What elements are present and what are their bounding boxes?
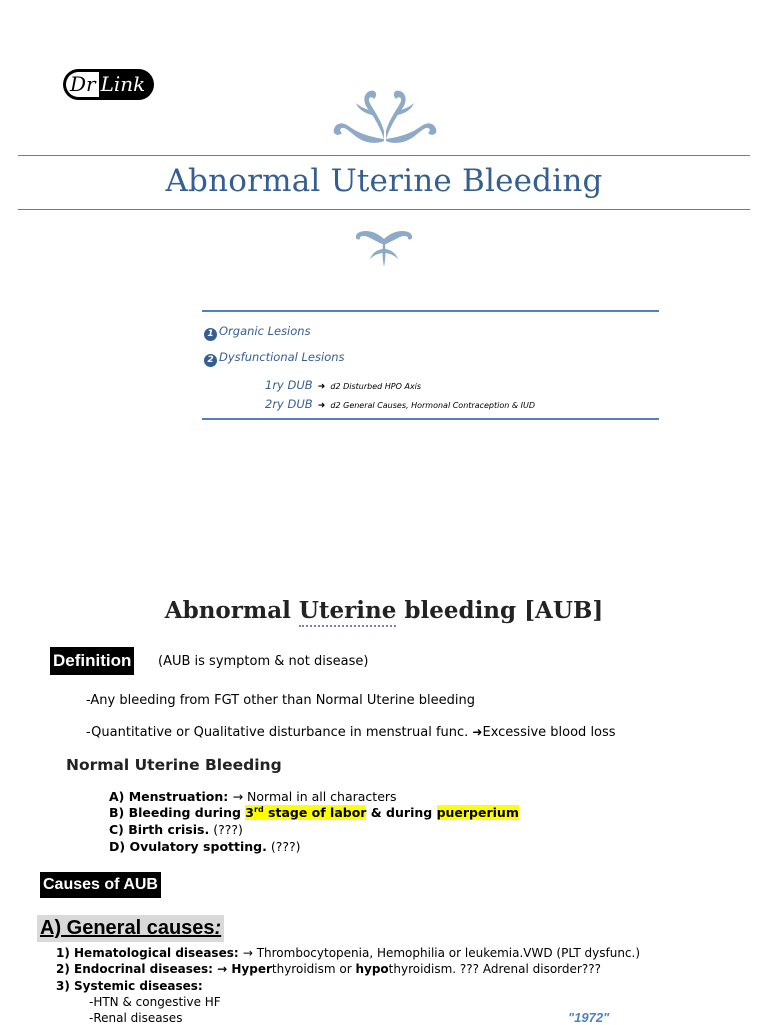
toc-item-organic-lesions[interactable] (204, 324, 311, 341)
floral-ornament-icon (330, 87, 440, 145)
page-title: Abnormal Uterine Bleeding (165, 163, 603, 199)
toc-number-badge: 2 (204, 354, 217, 367)
toc-item-label: Dysfunctional Lesions (219, 350, 345, 364)
toc-top-rule (202, 310, 659, 312)
arrow-right-icon: ➜ (472, 725, 483, 739)
list-item: D) Ovulatory spotting. (???) (109, 839, 301, 854)
logo-part-dr: Dr (66, 72, 99, 97)
general-causes-heading: A) General causes: (37, 915, 224, 942)
arrow-right-icon: ➜ (317, 382, 326, 392)
list-item: 2) Endocrinal diseases: → Hyperthyroidism or hypothyroidism. ??? Adrenal disorder??? (56, 962, 601, 976)
toc-sub-label: 2ry DUB (265, 397, 313, 411)
top-divider (18, 155, 750, 156)
list-item: B) Bleeding during 3rd stage of labor & during puerperium (109, 805, 519, 821)
causes-label: Causes of AUB (40, 872, 161, 898)
list-item: A) Menstruation: → Normal in all characters (109, 789, 397, 804)
list-item: 1) Hematological diseases: → Thrombocytopenia, Hemophilia or leukemia.VWD (PLT dysfunc.) (56, 946, 641, 960)
toc-number-badge: 1 (204, 328, 217, 341)
section-title: Abnormal Uterine bleeding [AUB] (0, 597, 768, 624)
definition-line-2: -Quantitative or Qualitative disturbance in menstrual func. ➜Excessive blood loss (86, 725, 616, 740)
list-item: 3) Systemic diseases: (56, 979, 203, 993)
bottom-divider (18, 209, 750, 210)
toc-sub-1ry-dub[interactable] (265, 374, 421, 393)
toc-sub-label: 1ry DUB (265, 378, 313, 392)
normal-bleeding-heading: Normal Uterine Bleeding (66, 756, 282, 774)
list-item: -HTN & congestive HF (89, 995, 221, 1009)
toc-sub-2ry-dub[interactable] (265, 393, 535, 412)
toc-item-dysfunctional-lesions[interactable] (204, 350, 345, 367)
toc-sub-note: d2 Disturbed HPO Axis (330, 382, 422, 391)
definition-note: (AUB is symptom & not disease) (158, 654, 369, 669)
list-item: C) Birth crisis. (???) (109, 822, 243, 837)
arrow-right-icon: ➜ (317, 401, 326, 411)
toc-bottom-rule (202, 418, 659, 420)
misspelled-word: Uterine (299, 597, 397, 627)
fleur-ornament-icon (352, 227, 416, 269)
definition-label: Definition (50, 647, 134, 675)
year-quote: "1972" (568, 1010, 610, 1025)
list-item: -Renal diseases (89, 1011, 183, 1025)
definition-line-1: -Any bleeding from FGT other than Normal Uterine bleeding (86, 693, 476, 708)
toc-item-label: Organic Lesions (219, 324, 311, 338)
toc-sub-note: d2 General Causes, Hormonal Contraception & IUD (330, 401, 536, 410)
drlink-logo (63, 69, 154, 100)
logo-part-link: Link (100, 72, 146, 96)
